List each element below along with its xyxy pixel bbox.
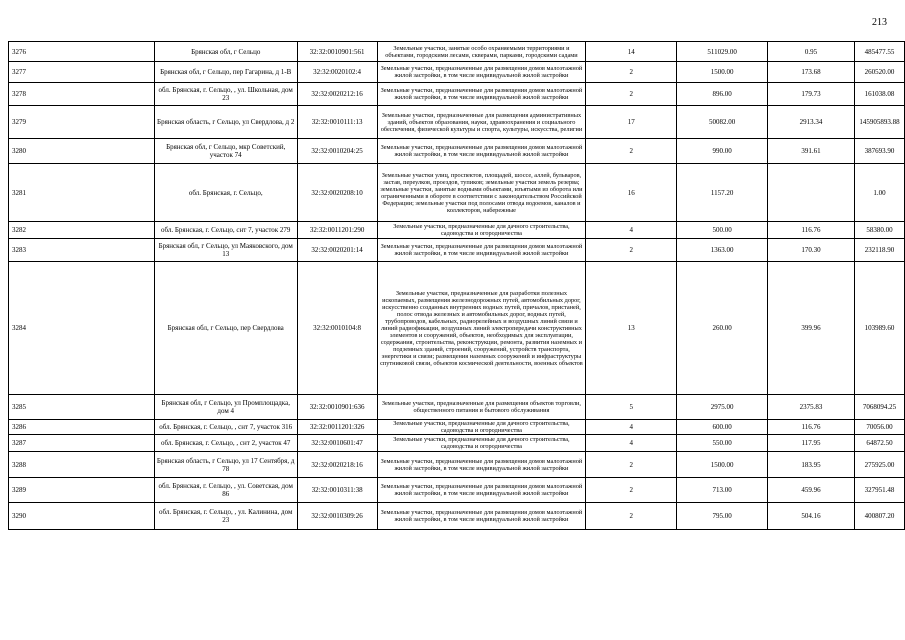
table-row bbox=[9, 222, 905, 239]
cell-use-group: 13 bbox=[586, 262, 677, 395]
cell-cadastral-value: 485477.55 bbox=[854, 42, 904, 62]
cell-area: 2975.00 bbox=[677, 395, 768, 420]
cell-cadastral-value: 161038.08 bbox=[854, 83, 904, 106]
cell-address: Брянская обл, г Сельцо bbox=[154, 42, 297, 62]
cell-specific-value: 391.61 bbox=[768, 139, 855, 164]
table-row bbox=[9, 395, 905, 420]
cell-use-group: 2 bbox=[586, 239, 677, 262]
table-row bbox=[9, 139, 905, 164]
cell-permitted-use: Земельные участки, предназначенные для размещения домов малоэтажной жилой застройки, в том числе индивидуальной жилой застройки bbox=[377, 452, 586, 478]
table-row bbox=[9, 435, 905, 452]
cell-address: обл. Брянская, г. Сельцо, bbox=[154, 164, 297, 222]
table-row bbox=[9, 420, 905, 435]
cell-use-group: 2 bbox=[586, 83, 677, 106]
cell-area: 1157.20 bbox=[677, 164, 768, 222]
cell-cadastral-number: 32:32:0010309:26 bbox=[297, 503, 377, 530]
cell-area: 795.00 bbox=[677, 503, 768, 530]
cell-row-number: 3289 bbox=[9, 478, 155, 503]
cell-use-group: 4 bbox=[586, 435, 677, 452]
cell-permitted-use: Земельные участки, предназначенные для размещения административных зданий, объектов образования, науки, здравоохранения и социального обеспечения, физической культуры и спорта, культуры, искусства, религии bbox=[377, 106, 586, 139]
cell-permitted-use: Земельные участки, занятые особо охраняемыми территориями и объектами, городскими лесами, скверами, парками, городскими садами bbox=[377, 42, 586, 62]
cell-cadastral-number: 32:32:0011201:290 bbox=[297, 222, 377, 239]
cell-permitted-use: Земельные участки, предназначенные для дачного строительства, садоводства и огородничества bbox=[377, 222, 586, 239]
cell-specific-value: 504.16 bbox=[768, 503, 855, 530]
cell-use-group: 2 bbox=[586, 478, 677, 503]
cell-cadastral-number: 32:32:0020212:16 bbox=[297, 83, 377, 106]
cell-cadastral-value: 400807.20 bbox=[854, 503, 904, 530]
table-row bbox=[9, 164, 905, 222]
table-row bbox=[9, 452, 905, 478]
cell-permitted-use: Земельные участки, предназначенные для размещения домов малоэтажной жилой застройки, в том числе индивидуальной жилой застройки bbox=[377, 239, 586, 262]
cell-row-number: 3283 bbox=[9, 239, 155, 262]
cell-use-group: 14 bbox=[586, 42, 677, 62]
cell-specific-value: 117.95 bbox=[768, 435, 855, 452]
table-row bbox=[9, 503, 905, 530]
cell-area: 1500.00 bbox=[677, 452, 768, 478]
table-row bbox=[9, 106, 905, 139]
cell-permitted-use: Земельные участки, предназначенные для размещения объектов торговли, общественного питания и бытового обслуживания bbox=[377, 395, 586, 420]
cell-cadastral-number: 32:32:0020102:4 bbox=[297, 62, 377, 83]
cell-permitted-use: Земельные участки, предназначенные для размещения домов малоэтажной жилой застройки, в том числе индивидуальной жилой застройки bbox=[377, 503, 586, 530]
cell-address: Брянская обл, г Сельцо, ул Промплощадка, дом 4 bbox=[154, 395, 297, 420]
cell-row-number: 3287 bbox=[9, 435, 155, 452]
cell-row-number: 3286 bbox=[9, 420, 155, 435]
cell-cadastral-value: 232118.90 bbox=[854, 239, 904, 262]
cell-cadastral-number: 32:32:0010204:25 bbox=[297, 139, 377, 164]
cell-permitted-use: Земельные участки, предназначенные для размещения домов малоэтажной жилой застройки, в том числе индивидуальной жилой застройки bbox=[377, 83, 586, 106]
cell-area: 990.00 bbox=[677, 139, 768, 164]
cell-row-number: 3284 bbox=[9, 262, 155, 395]
cell-row-number: 3282 bbox=[9, 222, 155, 239]
cell-area: 1363.00 bbox=[677, 239, 768, 262]
cell-cadastral-number: 32:32:0020208:10 bbox=[297, 164, 377, 222]
table-row bbox=[9, 239, 905, 262]
cell-permitted-use: Земельные участки, предназначенные для дачного строительства, садоводства и огородничества bbox=[377, 435, 586, 452]
cell-cadastral-number: 32:32:0010601:47 bbox=[297, 435, 377, 452]
cell-specific-value bbox=[768, 164, 855, 222]
cell-permitted-use: Земельные участки, предназначенные для размещения домов малоэтажной жилой застройки, в том числе индивидуальной жилой застройки bbox=[377, 139, 586, 164]
cell-use-group: 2 bbox=[586, 452, 677, 478]
cell-area: 1500.00 bbox=[677, 62, 768, 83]
cell-specific-value: 170.30 bbox=[768, 239, 855, 262]
cell-specific-value: 116.76 bbox=[768, 420, 855, 435]
cell-specific-value: 116.76 bbox=[768, 222, 855, 239]
cell-permitted-use: Земельные участки, предназначенные для размещения домов малоэтажной жилой застройки, в том числе индивидуальной жилой застройки bbox=[377, 478, 586, 503]
cell-area: 511029.00 bbox=[677, 42, 768, 62]
cell-cadastral-number: 32:32:0010901:636 bbox=[297, 395, 377, 420]
cell-row-number: 3285 bbox=[9, 395, 155, 420]
cell-cadastral-value: 103989.60 bbox=[854, 262, 904, 395]
page-number: 213 bbox=[872, 17, 887, 28]
cell-use-group: 4 bbox=[586, 222, 677, 239]
cell-specific-value: 179.73 bbox=[768, 83, 855, 106]
cell-use-group: 17 bbox=[586, 106, 677, 139]
table-row bbox=[9, 83, 905, 106]
cell-specific-value: 2913.34 bbox=[768, 106, 855, 139]
cell-cadastral-value: 275925.00 bbox=[854, 452, 904, 478]
cell-address: обл. Брянская, г. Сельцо, , снт 2, участок 47 bbox=[154, 435, 297, 452]
cell-cadastral-number: 32:32:0011201:326 bbox=[297, 420, 377, 435]
cell-area: 550.00 bbox=[677, 435, 768, 452]
cell-address: Брянская обл, г Сельцо, пер Свердлова bbox=[154, 262, 297, 395]
cell-address: обл. Брянская, г. Сельцо, , ул. Школьная, дом 23 bbox=[154, 83, 297, 106]
table-row bbox=[9, 262, 905, 395]
cell-cadastral-number: 32:32:0010104:8 bbox=[297, 262, 377, 395]
cell-row-number: 3276 bbox=[9, 42, 155, 62]
cell-address: Брянская область, г Сельцо, ул 17 Сентября, д 78 bbox=[154, 452, 297, 478]
cell-cadastral-value: 1.00 bbox=[854, 164, 904, 222]
cell-permitted-use: Земельные участки, предназначенные для размещения домов малоэтажной жилой застройки, в том числе индивидуальной жилой застройки bbox=[377, 62, 586, 83]
cell-address: Брянская обл, г Сельцо, пер Гагарина, д 1-В bbox=[154, 62, 297, 83]
cell-area: 600.00 bbox=[677, 420, 768, 435]
table-row bbox=[9, 478, 905, 503]
cell-use-group: 2 bbox=[586, 139, 677, 164]
table-row bbox=[9, 42, 905, 62]
cell-specific-value: 173.68 bbox=[768, 62, 855, 83]
cell-address: обл. Брянская, г. Сельцо, снт 7, участок 279 bbox=[154, 222, 297, 239]
cell-cadastral-value: 145905893.88 bbox=[854, 106, 904, 139]
cell-row-number: 3279 bbox=[9, 106, 155, 139]
cell-cadastral-number: 32:32:0010901:561 bbox=[297, 42, 377, 62]
cell-row-number: 3278 bbox=[9, 83, 155, 106]
cell-use-group: 5 bbox=[586, 395, 677, 420]
cell-cadastral-number: 32:32:0020201:14 bbox=[297, 239, 377, 262]
cell-cadastral-value: 64872.50 bbox=[854, 435, 904, 452]
cell-address: обл. Брянская, г. Сельцо, , снт 7, участок 316 bbox=[154, 420, 297, 435]
cell-cadastral-number: 32:32:0010311:38 bbox=[297, 478, 377, 503]
cell-cadastral-value: 387693.90 bbox=[854, 139, 904, 164]
cell-address: Брянская обл, г Сельцо, мкр Советский, участок 74 bbox=[154, 139, 297, 164]
cell-area: 260.00 bbox=[677, 262, 768, 395]
cell-address: обл. Брянская, г. Сельцо, , ул. Калинина, дом 23 bbox=[154, 503, 297, 530]
cell-cadastral-value: 70056.00 bbox=[854, 420, 904, 435]
cell-use-group: 16 bbox=[586, 164, 677, 222]
cell-cadastral-value: 58380.00 bbox=[854, 222, 904, 239]
cell-specific-value: 183.95 bbox=[768, 452, 855, 478]
cell-cadastral-value: 260520.00 bbox=[854, 62, 904, 83]
cell-area: 713.00 bbox=[677, 478, 768, 503]
cell-area: 50082.00 bbox=[677, 106, 768, 139]
cell-address: обл. Брянская, г. Сельцо, , ул. Советская, дом 86 bbox=[154, 478, 297, 503]
cell-specific-value: 0.95 bbox=[768, 42, 855, 62]
cell-cadastral-value: 7068094.25 bbox=[854, 395, 904, 420]
cell-permitted-use: Земельные участки, предназначенные для разработки полезных ископаемых, размещения железнодорожных путей, автомобильных дорог, искусственно созданных внутренних водных путей, причалов, пристаней, полос отвода железных и автомобильных дорог, водных путей, трубопроводов, кабельных, радиорелейных и воздушных линий связи и линий радиофикации, воздушных линий электропередачи конструктивных элементов и сооружений, объектов, необходимых для эксплуатации, содержания, строительства, реконструкции, ремонта, развития наземных и подземных зданий, строений, сооружений, устройств транспорта, энергетики и связи; размещения наземных сооружений и инфраструктуры спутниковой связи, объектов космической деятельности, военных объектов bbox=[377, 262, 586, 395]
cell-permitted-use: Земельные участки улиц, проспектов, площадей, шоссе, аллей, бульваров, застав, переулков, проездов, тупиков; земельные участки земель резерва; земельные участки, занятые водными объектами, изъятыми из оборота или ограниченными в обороте в соответствии с законодательством Российской Федерации; земельные участки под полосами отвода водоемов, каналов и коллекторов, набережные bbox=[377, 164, 586, 222]
cell-use-group: 2 bbox=[586, 503, 677, 530]
cell-row-number: 3290 bbox=[9, 503, 155, 530]
cell-area: 896.00 bbox=[677, 83, 768, 106]
cell-row-number: 3277 bbox=[9, 62, 155, 83]
cell-use-group: 2 bbox=[586, 62, 677, 83]
cell-cadastral-number: 32:32:0020218:16 bbox=[297, 452, 377, 478]
cell-row-number: 3281 bbox=[9, 164, 155, 222]
cell-row-number: 3280 bbox=[9, 139, 155, 164]
cell-permitted-use: Земельные участки, предназначенные для дачного строительства, садоводства и огородничества bbox=[377, 420, 586, 435]
table-row bbox=[9, 62, 905, 83]
cell-address: Брянская обл, г Сельцо, ул Маяковского, дом 13 bbox=[154, 239, 297, 262]
cell-cadastral-number: 32:32:0010111:13 bbox=[297, 106, 377, 139]
cell-row-number: 3288 bbox=[9, 452, 155, 478]
cadastral-value-table bbox=[8, 41, 905, 530]
cell-specific-value: 2375.83 bbox=[768, 395, 855, 420]
cell-use-group: 4 bbox=[586, 420, 677, 435]
cell-specific-value: 399.96 bbox=[768, 262, 855, 395]
cell-cadastral-value: 327951.48 bbox=[854, 478, 904, 503]
cell-area: 500.00 bbox=[677, 222, 768, 239]
cell-address: Брянская область, г Сельцо, ул Свердлова, д 2 bbox=[154, 106, 297, 139]
cell-specific-value: 459.96 bbox=[768, 478, 855, 503]
